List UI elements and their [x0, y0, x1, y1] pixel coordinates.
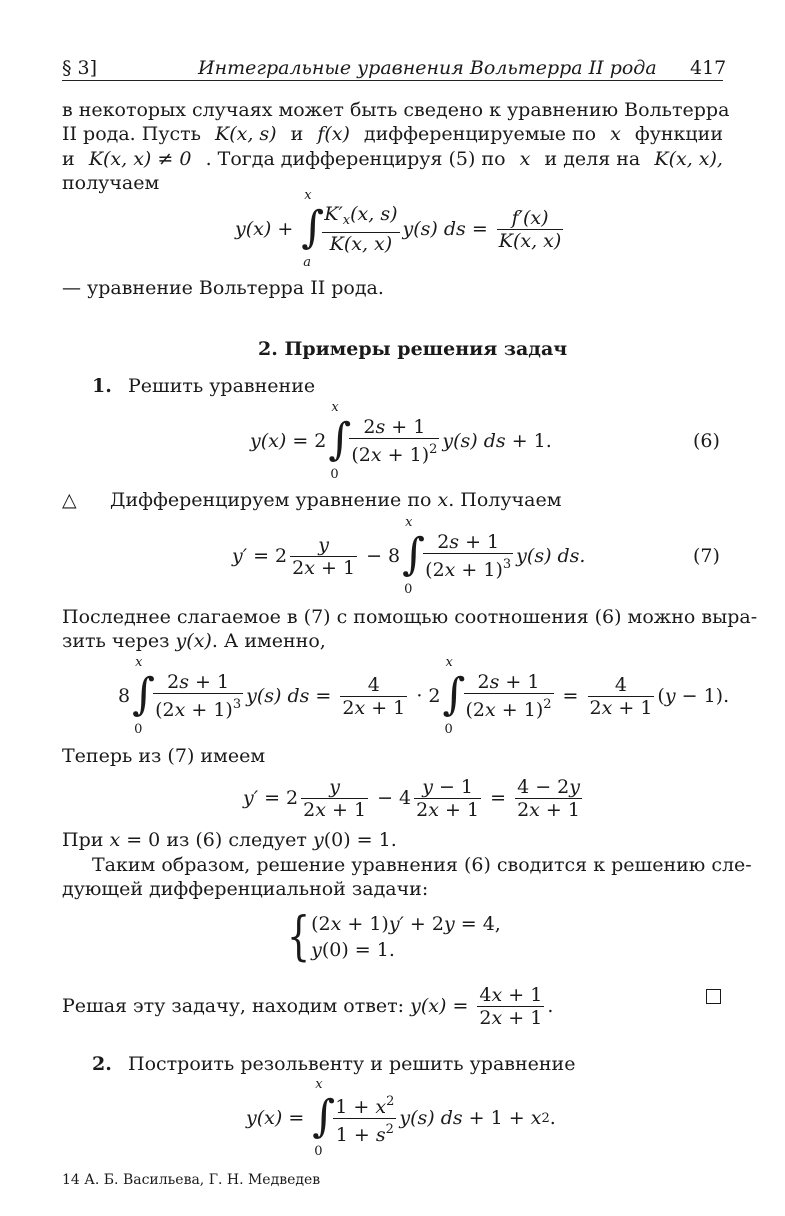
formula: $\frac{4x + 1}{2x + 1}$: [479, 983, 543, 1029]
paragraph-text: зить через: [62, 630, 170, 652]
intro-text: и деля на: [544, 148, 641, 170]
formula: x: [610, 123, 621, 145]
equation-7: y′ = 2 $\frac{y}{2x + 1}$ − 8 x ∫ 0 $\frac{2s + 1}{(2x + 1)^3}$ y(s) ds.: [232, 515, 586, 597]
triangle-icon: △: [62, 489, 77, 511]
intro-line-3: [62, 147, 723, 171]
equation-derivative: y′ = 2 $\frac{y}{2x + 1}$ − 4 $\frac{y - 1}{2x + 1}$ = $\frac{4 - 2y}{2x + 1}$: [243, 775, 580, 821]
paragraph-text: При: [62, 829, 104, 851]
problem-2-statement: Построить резольвенту и решить уравнение: [128, 1053, 576, 1075]
problem-1-number: 1.: [92, 375, 112, 397]
paragraph-line: Таким образом, решение уравнения (6) сводится к решению сле-: [92, 854, 752, 876]
formula: K(x, s): [215, 123, 277, 145]
intro-line-2: [62, 122, 723, 146]
paragraph-line: При x = 0 из (6) следует y(0) = 1.: [62, 829, 397, 851]
formula: K(x, x) ≠ 0: [88, 148, 192, 170]
equation-6: y(x) = 2 x ∫ 0 $\frac{2s + 1}{(2x + 1)^2}$ y(s) ds + 1.: [250, 400, 552, 482]
running-title: Интегральные уравнения Вольтерра II рода: [198, 57, 657, 79]
intro-text: . Тогда дифференцируя (5) по: [205, 148, 506, 170]
intro-text: и: [290, 123, 304, 145]
paragraph-line: Последнее слагаемое в (7) с помощью соотношения (6) можно выра-: [62, 606, 758, 628]
paragraph-line: [62, 629, 326, 653]
intro-line-1: в некоторых случаях может быть сведено к уравнению Вольтерра: [62, 99, 730, 121]
intro-line-4: получаем: [62, 172, 160, 194]
intro-text: II рода. Пусть: [62, 123, 202, 145]
formula: y(x): [175, 630, 212, 652]
formula: y(x): [410, 995, 447, 1017]
paragraph-text: . А именно,: [211, 630, 326, 652]
answer-text: Решая эту задачу, находим ответ:: [62, 995, 405, 1017]
formula: y: [312, 829, 324, 851]
equation-label-7: (7): [693, 545, 720, 567]
formula: K(x, x),: [654, 148, 723, 170]
paragraph-line: дующей дифференциальной задачи:: [62, 878, 429, 900]
step-text: Дифференцируем уравнение по: [110, 489, 432, 511]
section-title: 2. Примеры решения задач: [258, 338, 568, 360]
problem-1-statement: Решить уравнение: [128, 375, 316, 397]
answer-line: Решая эту задачу, находим ответ: y(x) = $\frac{4x + 1}{2x + 1}$ .: [62, 983, 554, 1029]
step-1: [110, 488, 561, 512]
equation-problem-2: y(x) = x ∫ 0 $\frac{1 + x^2}{1 + s^2}$ y(s) ds + 1 + x 2 .: [246, 1077, 556, 1159]
page-number: 417: [690, 57, 727, 79]
formula: x: [109, 829, 121, 851]
formula: x: [519, 148, 531, 170]
step-text: . Получаем: [448, 489, 562, 511]
formula: f(x): [317, 123, 350, 145]
equation-label-6: (6): [693, 430, 720, 452]
equation-substitution: 8 x ∫ 0 $\frac{2s + 1}{(2x + 1)^3}$ y(s) ds = $\frac{4}{2x + 1}$ · 2 x ∫ 0 $\frac{2s + 1}{(2x + 1)^2}$ = $\frac{4}{2x + 1}$ ( y − 1).: [118, 655, 730, 737]
equation-system: { (2x + 1)y′ + 2y = 4, y(0) = 1.: [286, 907, 501, 967]
paragraph-line: Теперь из (7) имеем: [62, 745, 266, 767]
intro-text: функции: [634, 123, 723, 145]
intro-text: дифференцируемые по: [363, 123, 597, 145]
section-marker: § 3]: [62, 57, 98, 79]
paragraph-text: из (6) следует: [166, 829, 307, 851]
square-icon: [706, 989, 721, 1008]
footer: 14 А. Б. Васильева, Г. Н. Медведев: [62, 1172, 321, 1188]
intro-text: и: [62, 148, 75, 170]
problem-2-number: 2.: [92, 1053, 112, 1075]
header-rule: [62, 80, 723, 81]
intro-after: — уравнение Вольтерра II рода.: [62, 277, 384, 299]
formula: x: [437, 489, 449, 511]
equation-derived: y(x) + x ∫ a $\frac{K'_x(x, s)}{K(x, x)}$ y(s) ds = $\frac{f'(x)}{K(x, x)}$: [235, 188, 562, 270]
